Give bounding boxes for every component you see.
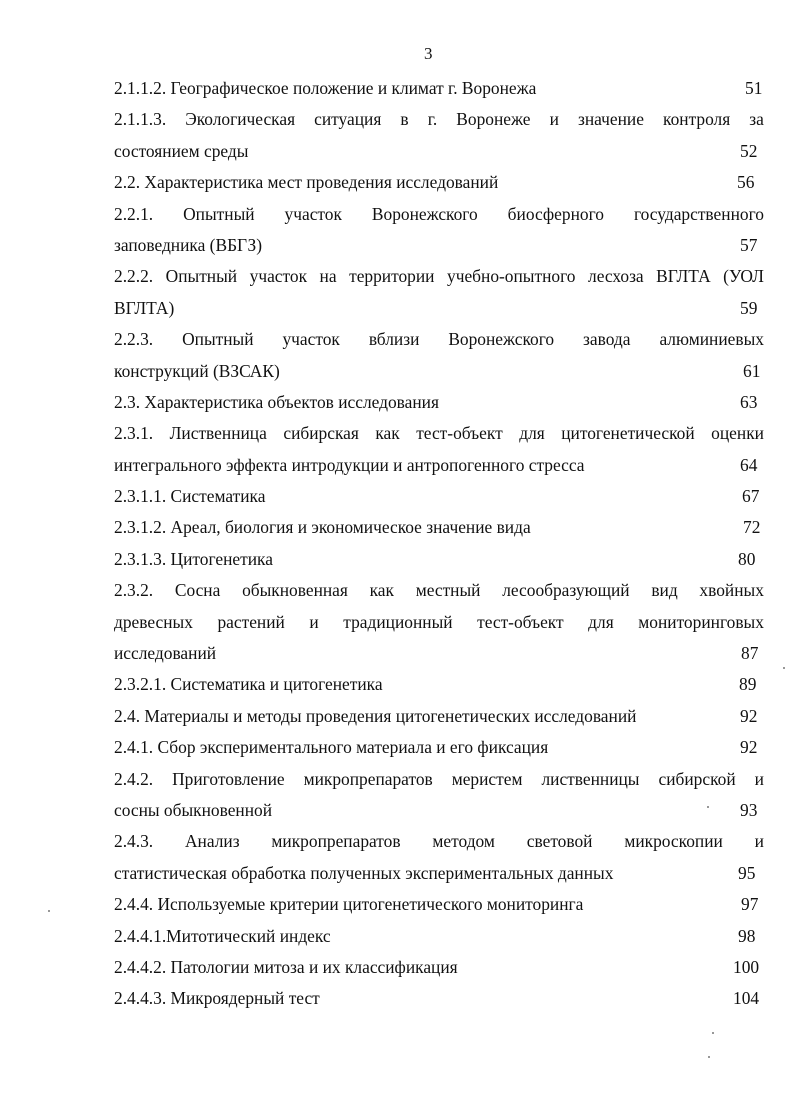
toc-entry-title-line: ВГЛТА) <box>114 297 175 318</box>
word: ситуация <box>314 109 382 130</box>
toc-entry-title: 2.3.1.1. Систематика <box>114 486 266 507</box>
toc-entry <box>114 826 764 889</box>
toc-entry <box>114 732 764 763</box>
toc-entry-title: 2.3.1.2. Ареал, биология и экономическое значение вида <box>114 517 531 538</box>
word: Экологическая <box>185 109 296 130</box>
word: г. <box>427 109 438 130</box>
toc-entry-title-line: заповедника (ВБГЗ) <box>114 234 263 255</box>
word: Воронежского <box>448 329 555 350</box>
word: Лиственница <box>169 423 267 444</box>
word: растений <box>217 611 285 632</box>
toc-entry-page: 100 <box>733 956 760 977</box>
toc-entry <box>114 952 764 983</box>
word: территории <box>349 266 435 287</box>
toc-entry-title-line <box>114 575 764 606</box>
toc-entry <box>114 104 764 167</box>
toc-entry-page: 67 <box>742 486 760 507</box>
word: 2.3.1. <box>114 423 154 444</box>
word: оценки <box>711 423 764 444</box>
toc-entry <box>114 261 764 324</box>
toc-entry-page: 80 <box>738 548 756 569</box>
toc-entry-title-line: исследований <box>114 643 217 664</box>
toc-entry <box>114 167 764 198</box>
word: микроскопии <box>624 831 723 852</box>
word: сибирская <box>283 423 359 444</box>
toc-entry <box>114 512 764 543</box>
scan-speck <box>783 667 785 669</box>
word: меристем <box>451 768 523 789</box>
toc-entry-title-line <box>114 607 764 638</box>
toc-entry-page: 59 <box>740 297 758 318</box>
word: (УОЛ <box>723 266 764 287</box>
word: световой <box>526 831 593 852</box>
toc-entry-title-line <box>114 324 764 355</box>
toc-entry-title-line: интегрального эффекта интродукции и антропогенного стресса <box>114 454 585 475</box>
scan-speck <box>707 806 709 808</box>
word: государственного <box>633 203 764 224</box>
toc-entry-title-line: статистическая обработка полученных экспериментальных данных <box>114 862 614 883</box>
toc-entry-page: 97 <box>741 894 759 915</box>
toc-entry-title-line <box>114 104 764 135</box>
toc-entry-title-line: сосны обыкновенной <box>114 799 273 820</box>
word: цитогенетической <box>561 423 695 444</box>
toc-entry-page: 87 <box>741 643 759 664</box>
word: Приготовление <box>172 768 285 789</box>
word: Сосна <box>174 580 221 601</box>
toc-entry-title: 2.2. Характеристика мест проведения исследований <box>114 172 499 193</box>
word: Опытный <box>182 329 254 350</box>
toc-entry-title-line: конструкций (ВЗСАК) <box>114 360 280 381</box>
toc-entry-title: 2.3.2.1. Систематика и цитогенетика <box>114 674 383 695</box>
toc-entry <box>114 889 764 920</box>
word: Опытный <box>183 203 255 224</box>
word: лесхоза <box>588 266 644 287</box>
toc-entry-page: 51 <box>745 78 763 98</box>
toc-entry <box>114 575 764 669</box>
word: вблизи <box>368 329 420 350</box>
word: Анализ <box>184 831 240 852</box>
word: 2.4.2. <box>114 768 154 789</box>
toc-entry-title: 2.4.4.1.Митотический индекс <box>114 925 331 946</box>
toc-entry-page: 92 <box>740 737 758 758</box>
toc-entry-title-line <box>114 826 764 857</box>
word: биосферного <box>507 203 604 224</box>
word: ВГЛТА <box>656 266 711 287</box>
word: Воронеже <box>456 109 531 130</box>
word: методом <box>432 831 495 852</box>
toc-entry-title: 2.3. Характеристика объектов исследования <box>114 391 439 412</box>
toc-entry-page: 89 <box>739 674 757 695</box>
toc-entry <box>114 764 764 827</box>
word: Опытный <box>165 266 238 287</box>
toc-entry-title-line <box>114 764 764 795</box>
word: тест-объект <box>416 423 503 444</box>
toc-entry-page: 56 <box>737 172 755 193</box>
word: 2.1.1.3. <box>114 109 167 130</box>
word: местный <box>415 580 481 601</box>
toc-entry <box>114 199 764 262</box>
word: лиственницы <box>541 768 640 789</box>
toc-entry-title: 2.4. Материалы и методы проведения цитогенетических исследований <box>114 705 637 726</box>
word: и <box>549 109 559 130</box>
word: 2.2.2. <box>114 266 154 287</box>
word: микропрепаратов <box>271 831 401 852</box>
word: 2.2.1. <box>114 203 154 224</box>
table-of-contents <box>114 73 764 1015</box>
word: и <box>754 831 764 852</box>
toc-entry-title: 2.4.4. Используемые критерии цитогенетического мониторинга <box>114 894 584 915</box>
word: лесообразующий <box>502 580 630 601</box>
page-number: 3 <box>424 44 433 63</box>
word: как <box>375 423 400 444</box>
word: как <box>369 580 394 601</box>
word: и <box>754 768 764 789</box>
word: на <box>319 266 337 287</box>
word: за <box>749 109 764 130</box>
toc-entry-title: 2.4.4.3. Микроядерный тест <box>114 988 320 1009</box>
toc-entry-title: 2.3.1.3. Цитогенетика <box>114 548 273 569</box>
word: участок <box>249 266 308 287</box>
word: традиционный <box>343 611 453 632</box>
word: завода <box>583 329 631 350</box>
word: учебно-опытного <box>447 266 576 287</box>
toc-entry-page: 61 <box>743 360 761 381</box>
toc-entry <box>114 73 764 104</box>
toc-entry-title: 2.1.1.2. Географическое положение и климат г. Воронежа <box>114 78 537 98</box>
word: 2.4.3. <box>114 831 154 852</box>
toc-entry-page: 104 <box>733 988 760 1009</box>
word: в <box>400 109 409 130</box>
toc-entry <box>114 983 764 1014</box>
word: участок <box>284 203 342 224</box>
word: участок <box>282 329 340 350</box>
word: алюминиевых <box>659 329 764 350</box>
toc-entry <box>114 324 764 387</box>
word: обыкновенная <box>242 580 348 601</box>
toc-entry-page: 93 <box>740 799 758 820</box>
toc-entry-title: 2.4.1. Сбор экспериментального материала и его фиксация <box>114 737 549 758</box>
word: значение <box>577 109 644 130</box>
scan-speck <box>708 1056 710 1058</box>
toc-entry-page: 95 <box>738 862 756 883</box>
toc-entry-page: 57 <box>740 234 758 255</box>
scan-speck <box>48 910 50 912</box>
toc-entry <box>114 701 764 732</box>
toc-entry-page: 64 <box>740 454 758 475</box>
toc-entry-title-line: состоянием среды <box>114 140 249 161</box>
word: Воронежского <box>371 203 478 224</box>
scan-speck <box>712 1032 714 1034</box>
toc-entry <box>114 921 764 952</box>
toc-entry-title-line <box>114 418 764 449</box>
toc-entry-title-line <box>114 199 764 230</box>
toc-entry-title-line <box>114 261 764 292</box>
toc-entry-page: 63 <box>740 391 758 412</box>
toc-entry <box>114 418 764 481</box>
word: 2.3.2. <box>114 580 154 601</box>
word: хвойных <box>699 580 764 601</box>
word: микропрепаратов <box>303 768 433 789</box>
toc-entry-page: 52 <box>740 140 758 161</box>
word: для <box>588 611 614 632</box>
toc-entry <box>114 669 764 700</box>
toc-entry <box>114 481 764 512</box>
word: и <box>309 611 319 632</box>
toc-entry <box>114 387 764 418</box>
word: контроля <box>663 109 731 130</box>
word: сибирской <box>658 768 736 789</box>
word: вид <box>651 580 678 601</box>
word: 2.2.3. <box>114 329 154 350</box>
toc-entry-page: 98 <box>738 925 756 946</box>
toc-entry-page: 92 <box>740 705 758 726</box>
word: для <box>519 423 545 444</box>
word: мониторинговых <box>638 611 764 632</box>
word: тест-объект <box>477 611 564 632</box>
toc-entry-page: 72 <box>743 517 761 538</box>
toc-entry-title: 2.4.4.2. Патологии митоза и их классификация <box>114 956 458 977</box>
toc-entry <box>114 544 764 575</box>
word: древесных <box>114 611 193 632</box>
